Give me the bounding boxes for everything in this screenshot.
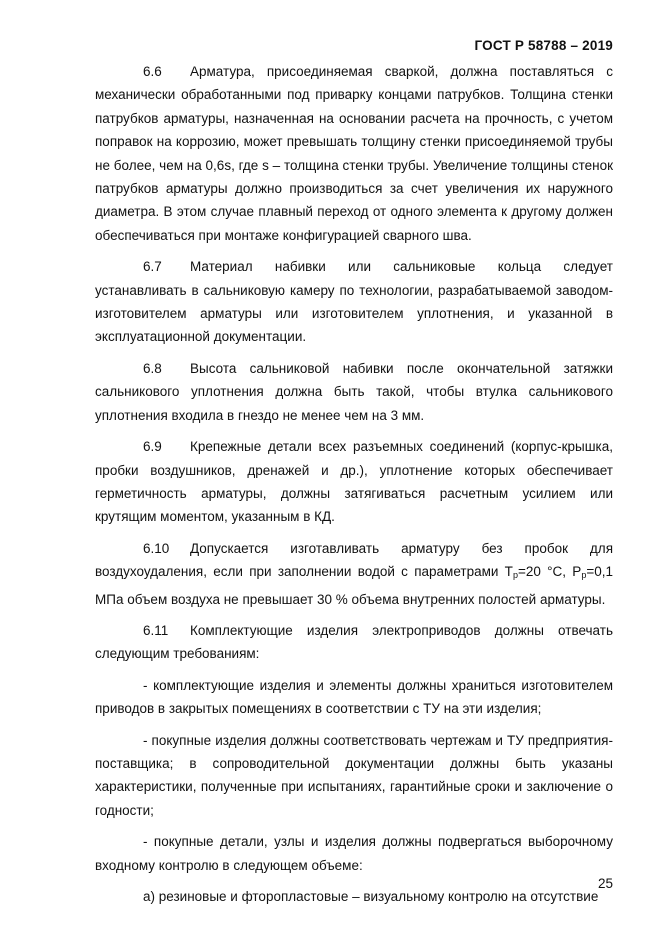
clause-6-6 bbox=[95, 60, 613, 247]
clause-6-7 bbox=[95, 255, 613, 349]
list-item: а) резиновые и фторопластовые – визуальному контролю на отсутствие bbox=[143, 889, 599, 904]
list-item: - покупные детали, узлы и изделия должны подвергаться выборочному входному контролю в следующем объеме: bbox=[95, 834, 613, 873]
clause-number: 6.9 bbox=[143, 439, 162, 455]
clause-6-9 bbox=[95, 435, 613, 529]
list-item: - покупные изделия должны соответствовать чертежам и ТУ предприятия-поставщика; в сопроводительной документации должны быть указаны характеристики, полученные при испытаниях, гарантийные сроки и заключение о годности; bbox=[95, 732, 613, 818]
clause-number: 6.7 bbox=[143, 259, 162, 275]
clause-number: 6.11 bbox=[143, 622, 169, 638]
clause-text: =20 °С, P bbox=[517, 564, 582, 580]
list-item: - комплектующие изделия и элементы должны храниться изготовителем приводов в закрытых помещениях в соответствии с ТУ на эти изделия; bbox=[95, 677, 613, 717]
clause-text: =0,1 МПа объем воздуха не превышает 30 % объема внутренних полостей арматуры. bbox=[95, 564, 613, 607]
clause-number: 6.6 bbox=[143, 64, 162, 79]
subscript: р bbox=[512, 570, 518, 581]
clause-text: Допускается изготавливать арматуру без пробок для воздухоудаления, если при заполнении водой с параметрами T bbox=[95, 540, 613, 580]
clause-text: Материал набивки или сальниковые кольца следует устанавливать в сальниковую камеру по технологии, разрабатываемой заводом-изготовителем арматуры или изготовителем уплотнения, и указанной в эксплуатационной документации. bbox=[95, 259, 613, 345]
clause-6-11 bbox=[95, 619, 613, 666]
page-number: 25 bbox=[597, 876, 613, 891]
clause-number: 6.10 bbox=[143, 540, 170, 556]
body-text bbox=[95, 60, 613, 916]
clause-number: 6.8 bbox=[143, 360, 162, 376]
clause-text: Комплектующие изделия электроприводов должны отвечать следующим требованиям: bbox=[95, 622, 613, 662]
clause-text: Высота сальниковой набивки после окончательной затяжки сальникового уплотнения должна быть такой, чтобы втулка сальникового уплотнения входила в гнездо не менее чем на 3 мм. bbox=[95, 360, 613, 423]
clause-6-10 bbox=[95, 537, 613, 611]
subscript: р bbox=[581, 570, 587, 581]
clause-text: Арматура, присоединяемая сваркой, должна поставляться с механически обработанными под приварку концами патрубков. Толщина стенки патрубков арматуры, назначенная на основании расчета на прочность, с учетом поправок на коррозию, может превышать толщину стенки присоединяемой трубы не более, чем на 0,6s, где s – толщина стенки трубы. Увеличение толщины стенок патрубков арматуры должно производиться за счет увеличения их наружного диаметра. В этом случае плавный переход от одного элемента к другому должен обеспечиваться при монтаже конфигурацией сварного шва. bbox=[95, 64, 613, 243]
clause-6-8 bbox=[95, 357, 613, 427]
clause-text: Крепежные детали всех разъемных соединений (корпус-крышка, пробки воздушников, дренажей и др.), уплотнение которых обеспечивает герметичность арматуры, должны затягиваться расчетным усилием или крутящим моментом, указанным в КД. bbox=[95, 439, 613, 525]
standard-header: ГОСТ Р 58788 – 2019 bbox=[474, 38, 613, 53]
